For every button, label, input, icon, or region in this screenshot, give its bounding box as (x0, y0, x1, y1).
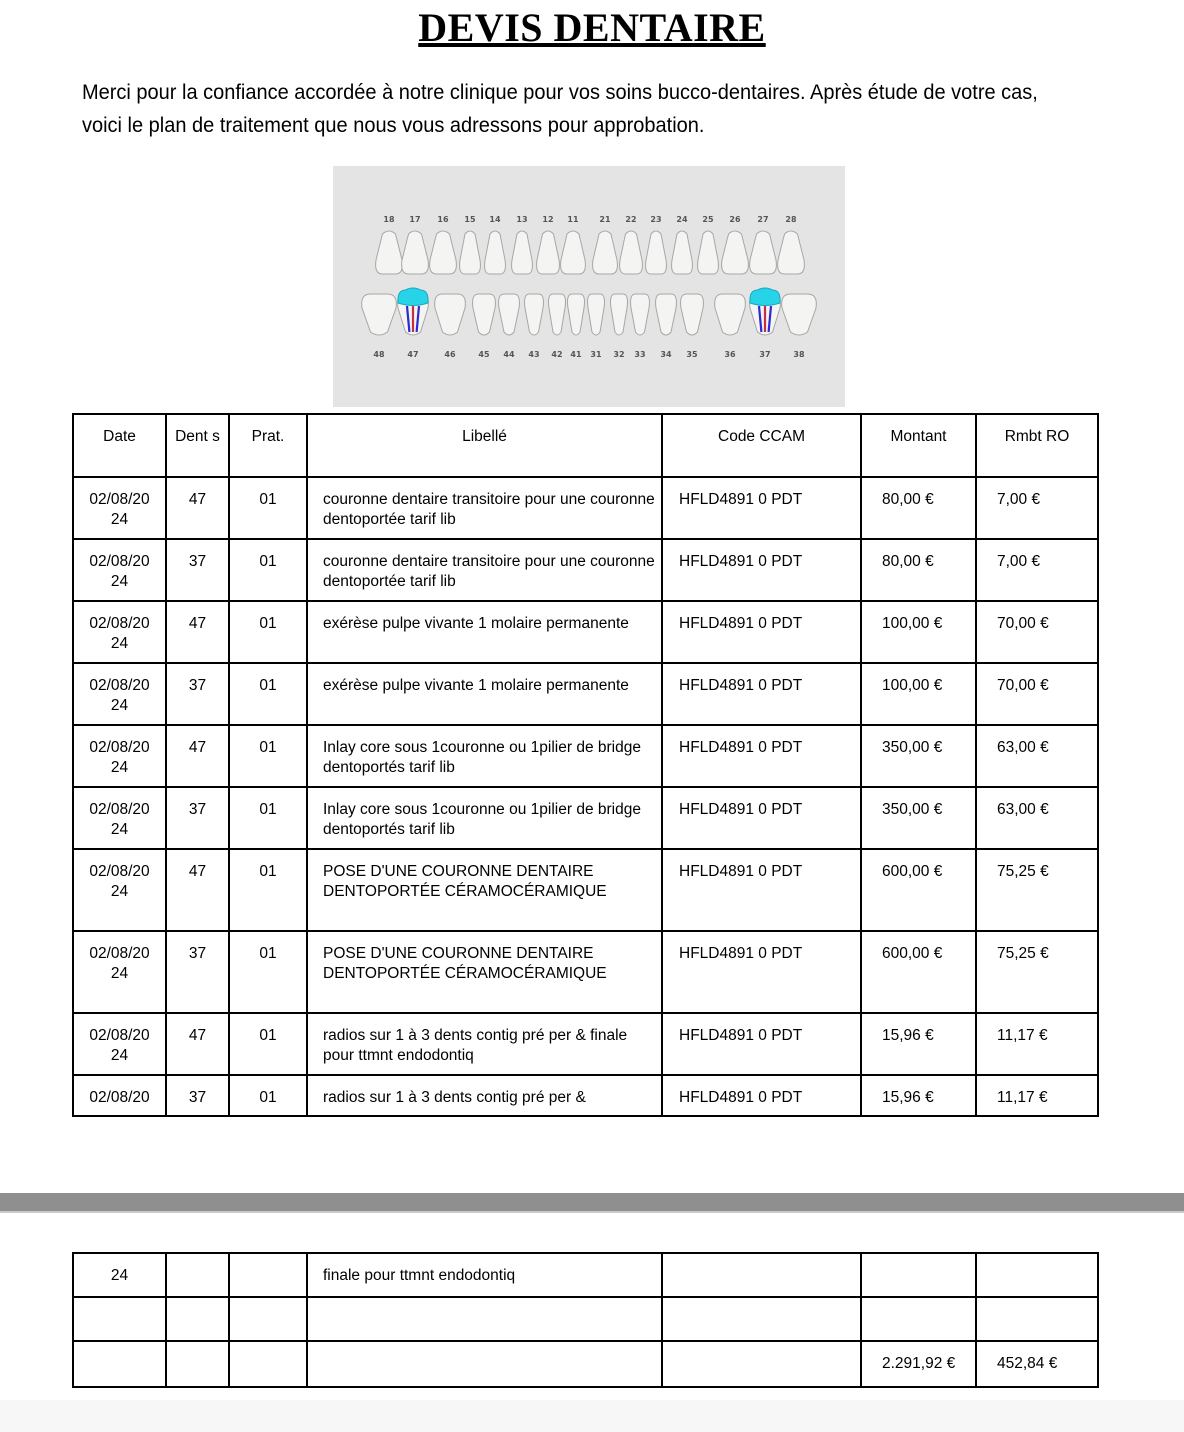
cell-prat: 01 (229, 601, 307, 663)
tooth-number-42: 42 (551, 350, 563, 359)
tooth-38 (782, 294, 817, 335)
tooth-number-16: 16 (437, 215, 449, 224)
tooth-number-43: 43 (528, 350, 540, 359)
tooth-number-46: 46 (444, 350, 456, 359)
tooth-number-18: 18 (383, 215, 395, 224)
cell-montant: 350,00 € (861, 725, 976, 787)
table-row (73, 787, 1098, 849)
cell-dent: 47 (166, 601, 229, 663)
table-row (73, 539, 1098, 601)
cell-dent (166, 1253, 229, 1297)
tooth-number-12: 12 (542, 215, 554, 224)
cell-prat: 01 (229, 931, 307, 1013)
cell-montant: 600,00 € (861, 931, 976, 1013)
cell-libelle: finale pour ttmnt endodontiq (307, 1253, 662, 1297)
tooth-number-23: 23 (650, 215, 662, 224)
cell-prat: 01 (229, 1075, 307, 1116)
cell-rmbt: 11,17 € (976, 1013, 1098, 1075)
cell-date: 02/08/20 24 (73, 477, 166, 539)
table-row (73, 725, 1098, 787)
cell-date: 02/08/20 24 (73, 663, 166, 725)
tooth-16 (430, 231, 457, 274)
crown-highlight-47 (398, 288, 428, 306)
treatment-table-continued (72, 1252, 1099, 1388)
tooth-41 (568, 294, 585, 335)
document-title: DEVIS DENTAIRE (418, 5, 766, 50)
cell-rmbt: 63,00 € (976, 787, 1098, 849)
tooth-24 (672, 231, 693, 274)
cell-dent: 37 (166, 787, 229, 849)
tooth-21 (593, 231, 618, 274)
cell-prat: 01 (229, 787, 307, 849)
cell-dent: 47 (166, 477, 229, 539)
table-row (73, 849, 1098, 931)
intro-paragraph: Merci pour la confiance accordée à notre clinique pour vos soins bucco-dentaires. Après étude de votre cas, voici le plan de traitement que nous vous adressons pour approbation. (82, 80, 1038, 137)
header-montant: Montant (861, 414, 976, 477)
page-break-bar (0, 1193, 1184, 1213)
empty-cell (166, 1297, 229, 1341)
page-bottom (0, 1400, 1184, 1432)
cell-date: 02/08/20 24 (73, 931, 166, 1013)
cell-dent: 47 (166, 1013, 229, 1075)
cell-dent: 37 (166, 931, 229, 1013)
cell-code: HFLD4891 0 PDT (662, 1075, 861, 1116)
tooth-33 (631, 294, 650, 335)
tooth-number-44: 44 (503, 350, 515, 359)
tooth-34 (656, 294, 677, 335)
upper-teeth (376, 231, 805, 274)
cell-dent: 37 (166, 663, 229, 725)
cell-montant: 80,00 € (861, 539, 976, 601)
tooth-44 (499, 294, 520, 335)
cell-libelle: radios sur 1 à 3 dents contig pré per & (307, 1075, 662, 1116)
tooth-number-27: 27 (757, 215, 769, 224)
empty-cell (73, 1297, 166, 1341)
tooth-42 (549, 294, 566, 335)
table-row (73, 1253, 1098, 1297)
cell-rmbt: 11,17 € (976, 1075, 1098, 1116)
tooth-28 (778, 231, 805, 274)
dental-chart (333, 166, 845, 407)
tooth-number-24: 24 (676, 215, 688, 224)
tooth-14 (485, 231, 506, 274)
tooth-number-13: 13 (516, 215, 528, 224)
tooth-27 (750, 231, 777, 274)
cell-libelle: exérèse pulpe vivante 1 molaire permanente (307, 663, 662, 725)
tooth-number-21: 21 (599, 215, 611, 224)
cell-montant: 80,00 € (861, 477, 976, 539)
cell-prat: 01 (229, 1013, 307, 1075)
total-montant: 2.291,92 € (861, 1341, 976, 1387)
cell-code: HFLD4891 0 PDT (662, 663, 861, 725)
empty-cell (73, 1341, 166, 1387)
cell-code: HFLD4891 0 PDT (662, 539, 861, 601)
empty-cell (307, 1341, 662, 1387)
cell-libelle: POSE D'UNE COURONNE DENTAIRE DENTOPORTÉE CÉRAMOCÉRAMIQUE (307, 931, 662, 1013)
cell-dent: 47 (166, 725, 229, 787)
table-row (73, 1075, 1098, 1116)
cell-date: 02/08/20 24 (73, 601, 166, 663)
cell-libelle: POSE D'UNE COURONNE DENTAIRE DENTOPORTÉE CÉRAMOCÉRAMIQUE (307, 849, 662, 931)
cell-montant: 600,00 € (861, 849, 976, 931)
tooth-number-28: 28 (785, 215, 797, 224)
table-row (73, 601, 1098, 663)
cell-prat: 01 (229, 663, 307, 725)
tooth-number-17: 17 (409, 215, 421, 224)
cell-dent: 37 (166, 1075, 229, 1116)
lower-tooth-numbers (373, 350, 805, 359)
cell-prat: 01 (229, 725, 307, 787)
tooth-35 (681, 294, 704, 335)
header-prat: Prat. (229, 414, 307, 477)
cell-code: HFLD4891 0 PDT (662, 787, 861, 849)
table-row-empty (73, 1297, 1098, 1341)
cell-code: HFLD4891 0 PDT (662, 477, 861, 539)
cell-rmbt: 7,00 € (976, 539, 1098, 601)
tooth-17 (402, 231, 429, 274)
cell-date: 02/08/20 24 (73, 539, 166, 601)
cell-code: HFLD4891 0 PDT (662, 725, 861, 787)
cell-libelle: Inlay core sous 1couronne ou 1pilier de bridge dentoportés tarif lib (307, 725, 662, 787)
tooth-number-47: 47 (407, 350, 419, 359)
tooth-32 (611, 294, 628, 335)
cell-code: HFLD4891 0 PDT (662, 931, 861, 1013)
cell-libelle: Inlay core sous 1couronne ou 1pilier de bridge dentoportés tarif lib (307, 787, 662, 849)
cell-code (662, 1253, 861, 1297)
table-row (73, 1013, 1098, 1075)
tooth-18 (376, 231, 403, 274)
cell-date: 02/08/20 24 (73, 787, 166, 849)
tooth-number-41: 41 (570, 350, 582, 359)
tooth-number-31: 31 (590, 350, 602, 359)
tooth-12 (537, 231, 560, 274)
cell-prat (229, 1253, 307, 1297)
tooth-43 (525, 294, 544, 335)
tooth-26 (722, 231, 749, 274)
tooth-number-48: 48 (373, 350, 385, 359)
cell-libelle: couronne dentaire transitoire pour une couronne dentoportée tarif lib (307, 477, 662, 539)
cell-libelle: couronne dentaire transitoire pour une couronne dentoportée tarif lib (307, 539, 662, 601)
header-libelle: Libellé (307, 414, 662, 477)
cell-dent: 47 (166, 849, 229, 931)
empty-cell (229, 1341, 307, 1387)
empty-cell (976, 1297, 1098, 1341)
tooth-number-38: 38 (793, 350, 805, 359)
tooth-number-32: 32 (613, 350, 625, 359)
tooth-15 (460, 231, 481, 274)
table-header-row (73, 414, 1098, 477)
tooth-number-37: 37 (759, 350, 771, 359)
cell-montant: 15,96 € (861, 1075, 976, 1116)
crown-highlight-37 (750, 288, 780, 306)
tooth-number-14: 14 (489, 215, 501, 224)
cell-prat: 01 (229, 539, 307, 601)
tooth-48 (362, 294, 397, 335)
tooth-number-11: 11 (567, 215, 579, 224)
table-row (73, 477, 1098, 539)
cell-montant: 100,00 € (861, 601, 976, 663)
cell-montant (861, 1253, 976, 1297)
dental-chart-image (333, 166, 845, 407)
tooth-31 (588, 294, 605, 335)
cell-date: 02/08/20 24 (73, 1013, 166, 1075)
totals-row (73, 1341, 1098, 1387)
tooth-number-25: 25 (702, 215, 714, 224)
tooth-11 (561, 231, 586, 274)
tooth-23 (646, 231, 667, 274)
cell-libelle: radios sur 1 à 3 dents contig pré per & finale pour ttmnt endodontiq (307, 1013, 662, 1075)
empty-cell (166, 1341, 229, 1387)
cell-date: 24 (73, 1253, 166, 1297)
tooth-number-35: 35 (686, 350, 698, 359)
cell-prat: 01 (229, 849, 307, 931)
empty-cell (861, 1297, 976, 1341)
empty-cell (307, 1297, 662, 1341)
empty-cell (662, 1297, 861, 1341)
cell-date: 02/08/20 24 (73, 849, 166, 931)
cell-libelle: exérèse pulpe vivante 1 molaire permanente (307, 601, 662, 663)
tooth-number-26: 26 (729, 215, 741, 224)
cell-rmbt: 70,00 € (976, 601, 1098, 663)
total-rmbt: 452,84 € (976, 1341, 1098, 1387)
table-row (73, 931, 1098, 1013)
header-rmbt-ro: Rmbt RO (976, 414, 1098, 477)
cell-code: HFLD4891 0 PDT (662, 601, 861, 663)
cell-montant: 350,00 € (861, 787, 976, 849)
cell-code: HFLD4891 0 PDT (662, 849, 861, 931)
cell-rmbt: 63,00 € (976, 725, 1098, 787)
lower-teeth (362, 288, 817, 335)
tooth-number-36: 36 (724, 350, 736, 359)
header-date: Date (73, 414, 166, 477)
tooth-number-22: 22 (625, 215, 637, 224)
tooth-13 (512, 231, 533, 274)
tooth-36 (715, 294, 746, 335)
tooth-number-15: 15 (464, 215, 476, 224)
cell-date: 02/08/20 (73, 1075, 166, 1116)
cell-rmbt (976, 1253, 1098, 1297)
tooth-22 (620, 231, 643, 274)
cell-dent: 37 (166, 539, 229, 601)
cell-rmbt: 7,00 € (976, 477, 1098, 539)
cell-prat: 01 (229, 477, 307, 539)
cell-montant: 100,00 € (861, 663, 976, 725)
treatment-table (72, 413, 1099, 1117)
header-code-ccam: Code CCAM (662, 414, 861, 477)
cell-date: 02/08/20 24 (73, 725, 166, 787)
cell-montant: 15,96 € (861, 1013, 976, 1075)
cell-rmbt: 75,25 € (976, 931, 1098, 1013)
empty-cell (229, 1297, 307, 1341)
table-row (73, 663, 1098, 725)
cell-rmbt: 75,25 € (976, 849, 1098, 931)
tooth-number-33: 33 (634, 350, 646, 359)
tooth-number-34: 34 (660, 350, 672, 359)
tooth-46 (435, 294, 466, 335)
tooth-25 (698, 231, 719, 274)
cell-rmbt: 70,00 € (976, 663, 1098, 725)
tooth-45 (473, 294, 496, 335)
empty-cell (662, 1341, 861, 1387)
upper-tooth-numbers (383, 215, 797, 224)
tooth-number-45: 45 (478, 350, 490, 359)
header-dents: Dent s (166, 414, 229, 477)
cell-code: HFLD4891 0 PDT (662, 1013, 861, 1075)
